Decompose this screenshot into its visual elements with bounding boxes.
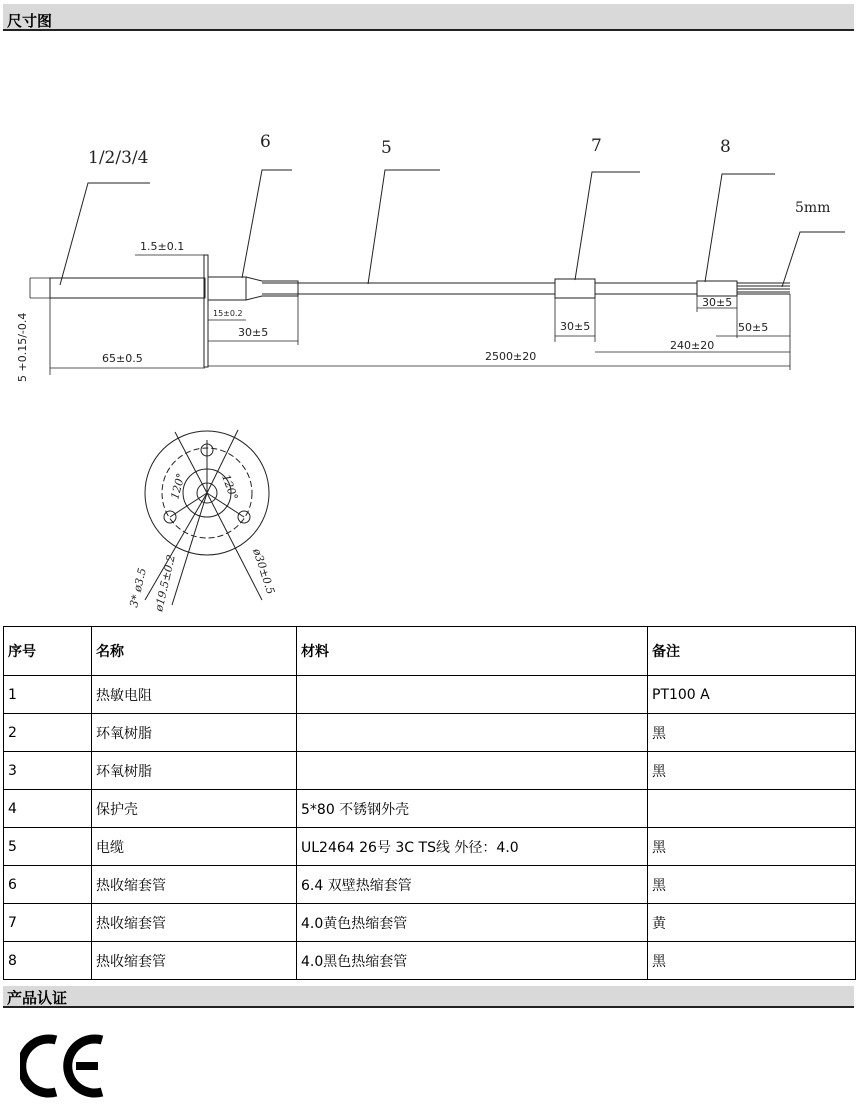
cell-name: 热收缩套管 bbox=[92, 866, 297, 904]
section-title: 尺寸图 bbox=[7, 12, 53, 30]
section-header-certification bbox=[3, 986, 854, 1008]
dim-probe-length: 65±0.5 bbox=[102, 352, 143, 365]
dim-sleeve8-offset: 240±20 bbox=[670, 339, 715, 352]
cell-material bbox=[297, 752, 648, 790]
outer-dim: ø30±0.5 bbox=[250, 546, 278, 596]
dim-flange: 1.5±0.1 bbox=[140, 240, 185, 253]
header-material: 材料 bbox=[297, 627, 648, 676]
sleeve-6 bbox=[208, 277, 246, 300]
flange bbox=[204, 255, 208, 367]
cell-remark: PT100 A bbox=[648, 676, 856, 714]
cell-no: 4 bbox=[4, 790, 92, 828]
callout-5: 5 bbox=[381, 138, 392, 158]
cell-material: 4.0黑色热缩套管 bbox=[297, 942, 648, 980]
leader-strip bbox=[782, 232, 845, 287]
cell-no: 8 bbox=[4, 942, 92, 980]
callout-8: 8 bbox=[720, 137, 731, 157]
dim-sleeve8-length: 30±5 bbox=[702, 296, 733, 309]
leader-6 bbox=[242, 170, 292, 278]
cell-material bbox=[297, 676, 648, 714]
cell-material: UL2464 26号 3C TS线 外径：4.0 bbox=[297, 828, 648, 866]
probe-sheath bbox=[50, 278, 205, 298]
cell-remark: 黄 bbox=[648, 904, 856, 942]
dimension-drawing bbox=[0, 40, 860, 620]
angle-right: 120° bbox=[219, 472, 241, 502]
cell-material: 6.4 双壁热缩套管 bbox=[297, 866, 648, 904]
cell-name: 热收缩套管 bbox=[92, 942, 297, 980]
callout-7: 7 bbox=[591, 136, 602, 156]
dim-sleeve7-length: 30±5 bbox=[560, 320, 591, 333]
leader-7 bbox=[575, 172, 640, 280]
dim-diameter: 5 +0.15/-0.4 bbox=[16, 312, 29, 382]
hole-dim: 3* ø3.5 bbox=[127, 566, 149, 609]
cell-no: 2 bbox=[4, 714, 92, 752]
sleeve-7 bbox=[555, 279, 595, 298]
cell-no: 7 bbox=[4, 904, 92, 942]
cell-no: 1 bbox=[4, 676, 92, 714]
dim-sleeve6-length: 30±5 bbox=[238, 326, 269, 339]
cell-remark: 黑 bbox=[648, 714, 856, 752]
table-row bbox=[4, 790, 856, 828]
table-row bbox=[4, 904, 856, 942]
cell-no: 5 bbox=[4, 828, 92, 866]
table-row bbox=[4, 828, 856, 866]
leader-sensor bbox=[60, 183, 150, 285]
sleeve-8 bbox=[697, 281, 737, 296]
table-header-row bbox=[4, 627, 856, 676]
callout-sensor: 1/2/3/4 bbox=[88, 148, 149, 168]
cell-material: 4.0黄色热缩套管 bbox=[297, 904, 648, 942]
section-header-dimensions bbox=[3, 4, 854, 31]
pcd-dim: ø19.5±0.2 bbox=[152, 553, 178, 613]
leader-5 bbox=[368, 170, 440, 284]
cell-name: 热收缩套管 bbox=[92, 904, 297, 942]
callout-6: 6 bbox=[260, 132, 271, 152]
cell-name: 热敏电阻 bbox=[92, 676, 297, 714]
cell-name: 环氧树脂 bbox=[92, 714, 297, 752]
header-no: 序号 bbox=[4, 627, 92, 676]
angle-left: 120° bbox=[168, 471, 188, 501]
cell-remark: 黑 bbox=[648, 828, 856, 866]
table-row bbox=[4, 752, 856, 790]
parts-table bbox=[3, 626, 856, 980]
cell-no: 3 bbox=[4, 752, 92, 790]
leader-8 bbox=[705, 174, 775, 282]
callout-strip: 5mm bbox=[795, 200, 831, 216]
cell-material bbox=[297, 714, 648, 752]
cell-name: 环氧树脂 bbox=[92, 752, 297, 790]
table-row bbox=[4, 676, 856, 714]
dim-cable-length: 2500±20 bbox=[485, 350, 537, 363]
cell-remark: 黑 bbox=[648, 942, 856, 980]
header-name: 名称 bbox=[92, 627, 297, 676]
cell-remark: 黑 bbox=[648, 866, 856, 904]
table-row bbox=[4, 714, 856, 752]
sleeve-6-taper bbox=[246, 277, 298, 300]
table-row bbox=[4, 942, 856, 980]
dim-strip-length: 50±5 bbox=[738, 321, 769, 334]
dim-sleeve6-inner: 15±0.2 bbox=[213, 309, 243, 318]
cell-no: 6 bbox=[4, 866, 92, 904]
header-remark: 备注 bbox=[648, 627, 856, 676]
cell-material: 5*80 不锈钢外壳 bbox=[297, 790, 648, 828]
cell-name: 保护壳 bbox=[92, 790, 297, 828]
ce-mark-logo bbox=[20, 1034, 106, 1098]
table-row bbox=[4, 866, 856, 904]
cell-remark bbox=[648, 790, 856, 828]
cell-remark: 黑 bbox=[648, 752, 856, 790]
section-title: 产品认证 bbox=[7, 989, 68, 1007]
cell-name: 电缆 bbox=[92, 828, 297, 866]
